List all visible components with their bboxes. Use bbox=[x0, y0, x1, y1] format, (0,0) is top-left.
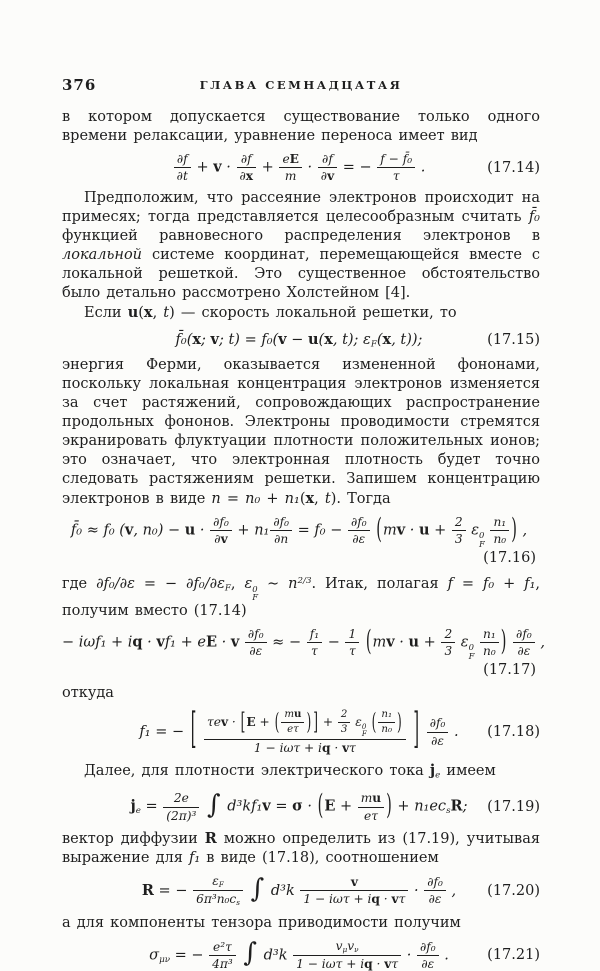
equation-number: (17.20) bbox=[487, 882, 540, 899]
body-paragraph: Предположим, что рассеяние электронов происходит на примесях; тогда представляется целесообразным считать f̄₀ функцией равновесного распределения электронов в локальной системе координат, перемещающейся вместе с локальной решеткой. Это существенное обстоятельство было детально рассмотрено Холстейном [4]. bbox=[62, 190, 540, 302]
integral-sign: ∫ bbox=[243, 937, 257, 968]
body-paragraph: вектор диффузии R можно определить из (17.19), учитывая выражение для f₁ в виде (17.18), соотношением bbox=[62, 829, 540, 866]
equation-number: (17.21) bbox=[487, 947, 540, 963]
big-delimiter: ( bbox=[365, 626, 372, 658]
equation-block bbox=[62, 709, 540, 755]
big-delimiter: ) bbox=[500, 626, 507, 658]
big-delimiter: [ bbox=[190, 707, 197, 754]
body-paragraph: где ∂f₀/∂ε = − ∂f₀/∂εF, ε 0 F ∼ $n^{2/3}$. Итак, полагая f = f₀ + f₁, получим вместо (17.14) bbox=[62, 575, 541, 620]
equation-block bbox=[62, 515, 540, 566]
equation-number: (17.15) bbox=[487, 331, 540, 348]
equation-formula: f₁ = − [ τev · [E + ( $\frac{mu}{e\tau}$ ) ] + $\frac{2}{3}$ ε 0 F ( $\frac{\text{n₁}}{\text{n₀}}$ ) 1 − iωτ + iq · vτ ] $\frac{\text{∂f₀}}{\partial\varepsilon}$ . bbox=[139, 709, 458, 755]
big-delimiter: ) bbox=[511, 514, 517, 546]
equation-block bbox=[62, 939, 540, 971]
body-paragraph: Если u(x, t) — скорость локальной решетки, то bbox=[84, 304, 457, 322]
big-delimiter: ) bbox=[386, 791, 392, 822]
equation-block bbox=[62, 626, 545, 679]
big-delimiter: ( bbox=[376, 514, 382, 546]
big-delimiter: ( bbox=[274, 708, 280, 736]
big-delimiter: ) bbox=[306, 708, 312, 736]
big-delimiter: ( bbox=[371, 708, 377, 736]
equation-block bbox=[62, 329, 540, 350]
equation-formula: σμν = − $\frac{\text{e²τ}}{\text{4π³}}$ ∫ d³k $\frac{\text{vμvν}}{\text{1 − iωτ + iq · vτ}}$ · $\frac{\text{∂f₀}}{\partial\varepsilon}$ . bbox=[149, 937, 449, 971]
equation-block bbox=[62, 791, 540, 822]
chapter-title: ГЛАВА СЕМНАДЦАТАЯ bbox=[199, 78, 403, 92]
integral-sign: ∫ bbox=[250, 873, 265, 904]
body-paragraph: в котором допускается существование только одного времени релаксации, уравнение переноса имеет вид bbox=[62, 109, 540, 144]
equation-number: (17.18) bbox=[487, 723, 540, 740]
equation-formula: f̄₀ ≈ f₀ (v, n₀) − u · $\frac{\text{∂f₀}}{\partial v}$ + n₁ $\frac{\text{∂f₀}}{\partial n}$ = f₀ − $\frac{\text{∂f₀}}{\partial\varepsilon}$ (mv · u + $\frac{2}{3}$ ε 0 F $\frac{\text{n₁}}{\text{n₀}}$ ) , bbox=[70, 514, 528, 550]
big-delimiter: ] bbox=[313, 708, 318, 736]
page-header bbox=[62, 76, 540, 96]
big-delimiter: ( bbox=[317, 791, 324, 822]
page-number: 376 bbox=[62, 76, 97, 94]
equation-number: (17.19) bbox=[487, 799, 540, 815]
equation-number: (17.17) bbox=[483, 662, 536, 679]
equation-formula: R = − $\frac{\varepsilon F}{\text{6π³n₀cs}}$ ∫ d³k $\frac{v}{\text{1 − iωτ + iq · vτ}}$ · $\frac{\text{∂f₀}}{\partial\varepsilon}$ , bbox=[141, 873, 457, 908]
body-paragraph: энергия Ферми, оказывается измененной фононами, поскольку локальная концентрация электронов изменяется за счет растяжений, сопровождающих распространение продольных фононов. Электроны проводимости стремятся экранировать флуктуации плотности положительных ионов; это означает, что электронная плотность будет точно следовать растяжениям решетки. Запишем концентрацию электронов в виде n = n₀ + n₁(x, t). Тогда bbox=[62, 357, 540, 508]
integral-sign: ∫ bbox=[207, 789, 221, 820]
equation-block bbox=[62, 152, 540, 183]
equation-formula: $\frac{\partial f}{\partial t}$ + v · $\frac{\partial f}{\partial x}$ + $\frac{eE}{m}$ · $\frac{\partial f}{\partial v}$ = − $\frac{\text{f − f̄₀}}{\tau}$ . bbox=[173, 152, 426, 183]
equation-formula: − iωf₁ + iq · vf₁ + eE · v $\frac{\text{∂f₀}}{\partial\varepsilon}$ ≈ − $\frac{\text{f₁}}{\tau}$ − $\frac{1}{\tau}$ (mv · u + $\frac{2}{3}$ ε 0 F $\frac{\text{n₁}}{\text{n₀}}$ ) $\frac{\text{∂f₀}}{\partial\varepsilon}$ , bbox=[62, 626, 545, 662]
page-content bbox=[62, 108, 545, 971]
equation-number: (17.14) bbox=[487, 159, 540, 176]
big-delimiter: ] bbox=[413, 707, 420, 754]
equation-formula: je = $\frac{2e}{\text{(2π)³}}$ ∫ d³kf₁v = σ · (E + $\frac{mu}{e\tau}$ ) + n₁ecsR; bbox=[130, 789, 468, 823]
big-delimiter: ) bbox=[397, 708, 402, 736]
equation-formula: f̄₀(x; v; t) = f₀(v − u(x, t); εF(x, t)); bbox=[175, 331, 423, 350]
big-delimiter: [ bbox=[240, 708, 246, 736]
body-paragraph: Далее, для плотности электрического тока je имеем bbox=[84, 761, 496, 781]
body-paragraph: а для компоненты тензора приводимости получим bbox=[62, 914, 461, 931]
equation-number: (17.16) bbox=[483, 550, 536, 566]
equation-block bbox=[62, 874, 540, 908]
body-paragraph: откуда bbox=[62, 685, 114, 702]
